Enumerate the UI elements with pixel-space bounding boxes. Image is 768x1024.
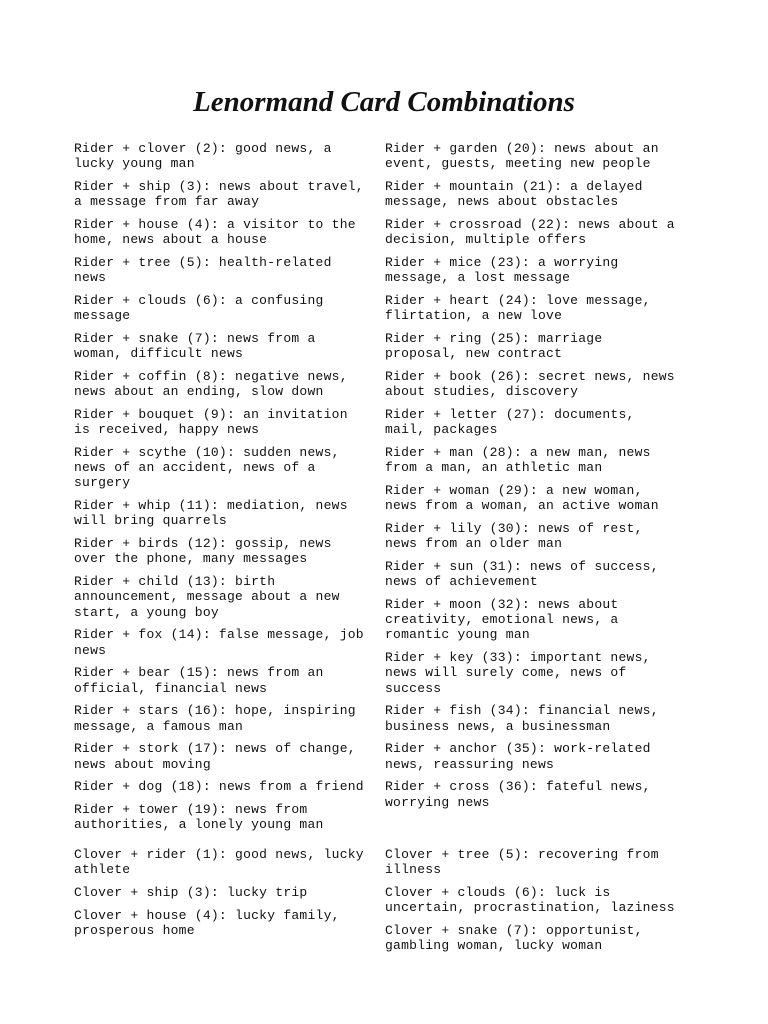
combination-entry: Rider + ship (3): news about travel, a message from far away xyxy=(74,178,364,210)
combination-entry: Rider + heart (24): love message, flirtation, a new love xyxy=(385,292,651,324)
combination-entry: Rider + anchor (35): work-related news, reassuring news xyxy=(385,741,651,772)
combination-entry: Rider + bouquet (9): an invitation is received, happy news xyxy=(74,406,348,438)
combination-entry: Clover + snake (7): opportunist, gambling woman, lucky woman xyxy=(385,922,643,954)
combination-entry: Clover + tree (5): recovering from illness xyxy=(385,847,659,878)
combination-entry: Rider + dog (18): news from a friend xyxy=(74,779,364,795)
combination-entry: Rider + mountain (21): a delayed message, news about obstacles xyxy=(385,178,643,210)
combination-entry: Rider + fox (14): false message, job news xyxy=(74,627,364,658)
combination-entry: Rider + house (4): a visitor to the home, news about a house xyxy=(74,216,356,248)
combination-entry: Clover + clouds (6): luck is uncertain, procrastination, laziness xyxy=(385,884,675,916)
combination-entry: Rider + birds (12): gossip, news over the phone, many messages xyxy=(74,536,332,567)
rider-combinations-left-column xyxy=(74,141,386,840)
combination-entry: Rider + stork (17): news of change, news about moving xyxy=(74,741,356,772)
combination-entry: Rider + sun (31): news of success, news of achievement xyxy=(385,558,659,590)
combination-entry: Rider + book (26): secret news, news about studies, discovery xyxy=(385,368,675,400)
combination-entry: Rider + mice (23): a worrying message, a lost message xyxy=(385,254,619,286)
combination-entry: Rider + man (28): a new man, news from a man, an athletic man xyxy=(385,444,651,476)
combination-entry: Rider + whip (11): mediation, news will bring quarrels xyxy=(74,498,348,529)
combination-entry: Rider + bear (15): news from an official, financial news xyxy=(74,665,324,696)
combination-entry: Rider + lily (30): news of rest, news from an older man xyxy=(385,520,643,552)
combination-entry: Rider + child (13): birth announcement, message about a new start, a young boy xyxy=(74,574,340,620)
combination-entry: Clover + house (4): lucky family, prosperous home xyxy=(74,907,340,938)
combination-entry: Rider + stars (16): hope, inspiring message, a famous man xyxy=(74,703,356,734)
combination-entry: Rider + clouds (6): a confusing message xyxy=(74,292,324,324)
combination-entry: Rider + coffin (8): negative news, news about an ending, slow down xyxy=(74,368,348,400)
combination-entry: Rider + garden (20): news about an event, guests, meeting new people xyxy=(385,141,659,172)
combination-entry: Rider + clover (2): good news, a lucky young man xyxy=(74,141,332,172)
combination-entry: Rider + tree (5): health-related news xyxy=(74,254,332,286)
clover-combinations-left-column xyxy=(74,847,386,946)
combination-entry: Rider + fish (34): financial news, business news, a businessman xyxy=(385,703,659,734)
combination-entry: Clover + rider (1): good news, lucky athlete xyxy=(74,847,364,878)
page-title: Lenormand Card Combinations xyxy=(193,86,575,118)
combination-entry: Rider + ring (25): marriage proposal, new contract xyxy=(385,330,603,362)
combination-entry: Rider + woman (29): a new woman, news from a woman, an active woman xyxy=(385,482,659,514)
rider-combinations-right-column xyxy=(385,141,697,817)
combination-entry: Rider + scythe (10): sudden news, news of an accident, news of a surgery xyxy=(74,444,340,491)
combination-entry: Rider + crossroad (22): news about a decision, multiple offers xyxy=(385,216,675,248)
combination-entry: Rider + cross (36): fateful news, worrying news xyxy=(385,779,651,810)
combination-entry: Rider + tower (19): news from authorities, a lonely young man xyxy=(74,802,324,833)
clover-combinations-right-column xyxy=(385,847,697,961)
combination-entry: Rider + moon (32): news about creativity, emotional news, a romantic young man xyxy=(385,596,619,643)
combination-entry: Rider + letter (27): documents, mail, packages xyxy=(385,406,635,438)
combination-entry: Clover + ship (3): lucky trip xyxy=(74,884,308,900)
combination-entry: Rider + key (33): important news, news will surely come, news of success xyxy=(385,650,651,696)
combination-entry: Rider + snake (7): news from a woman, difficult news xyxy=(74,330,316,362)
